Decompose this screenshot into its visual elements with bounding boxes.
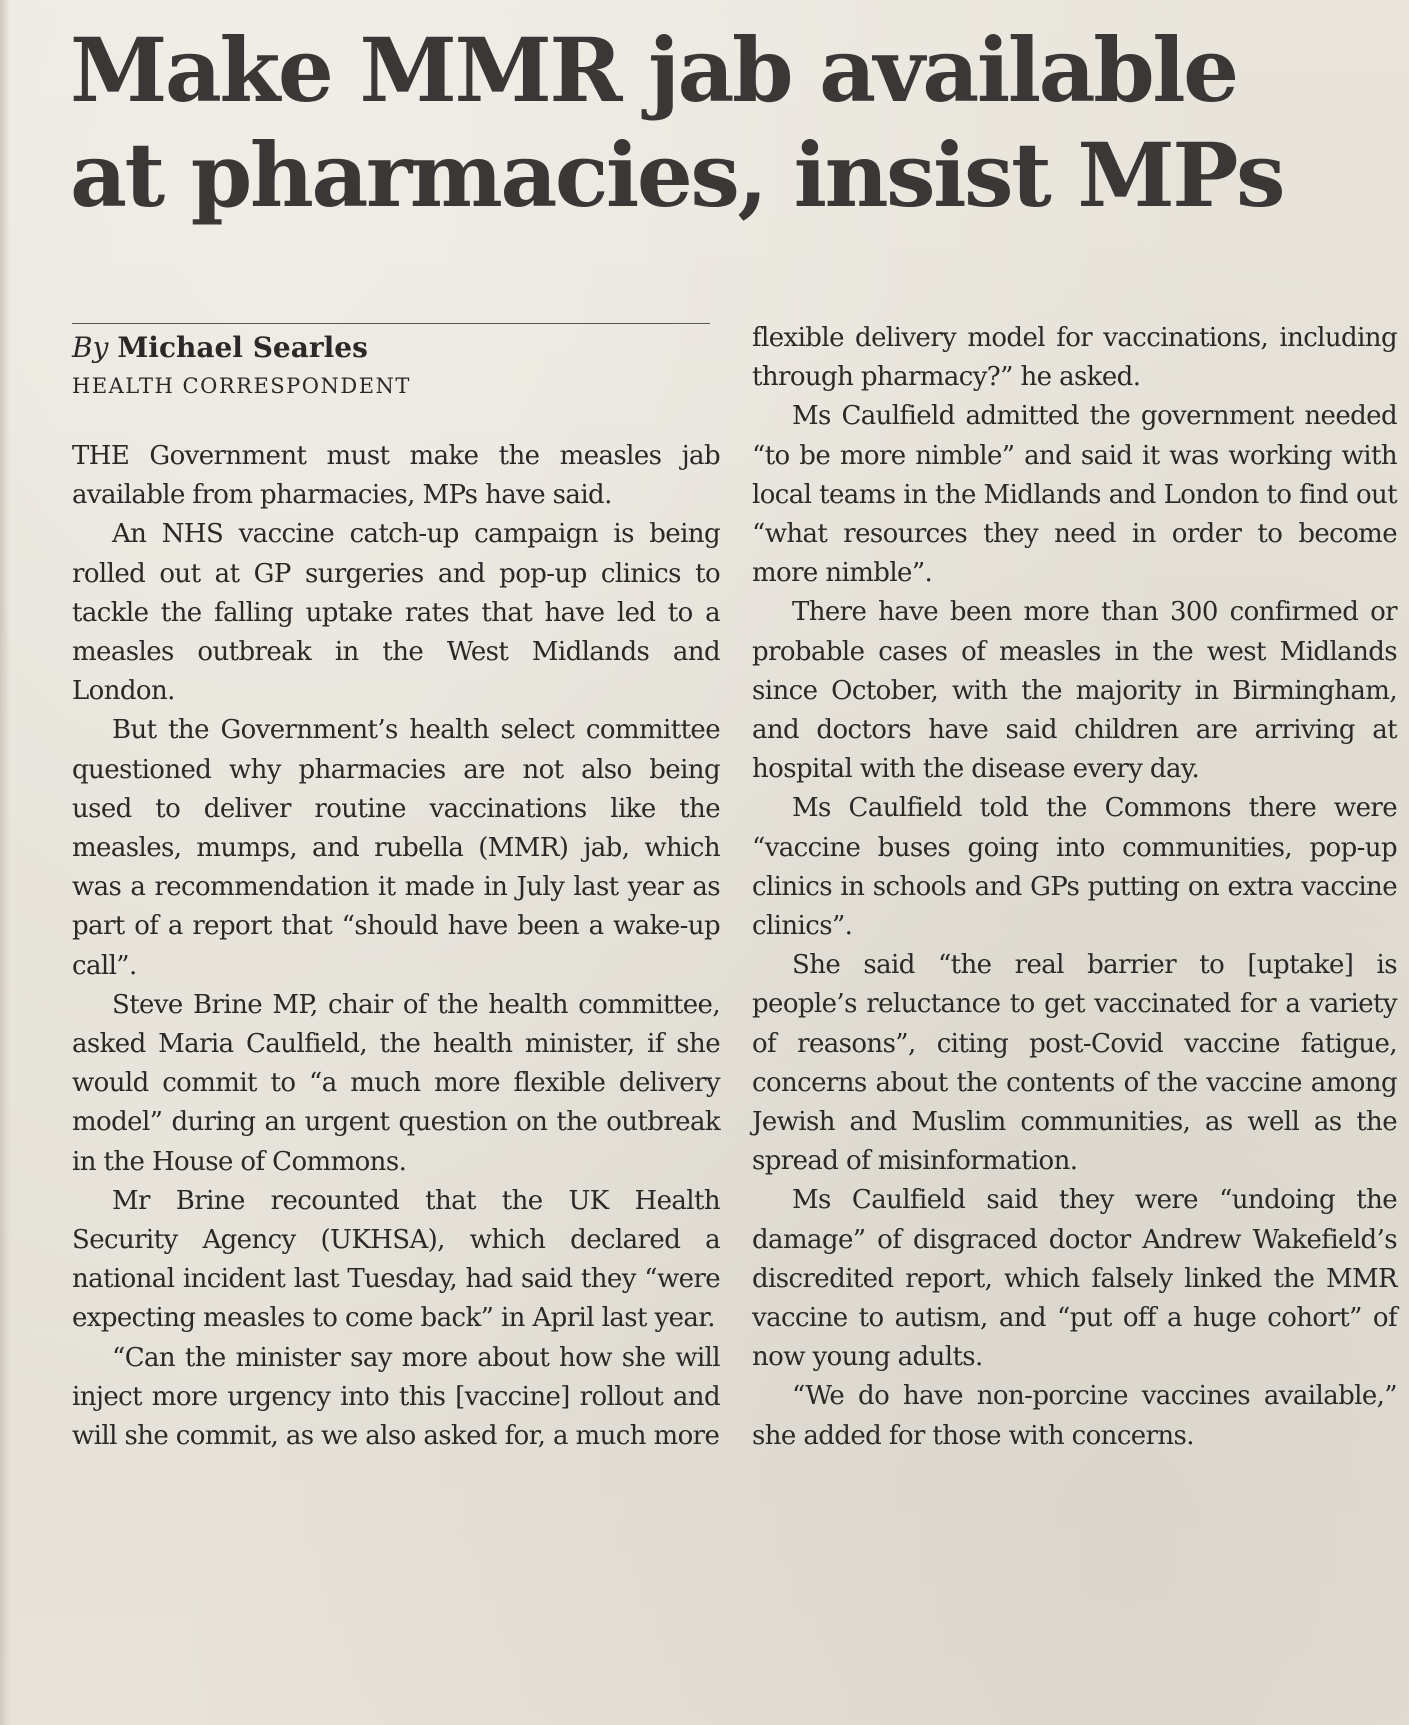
paragraph: She said “the real barrier to [uptake] is people’s reluctance to get vaccinated for a variety of reasons”, citing post-Covid vaccine fatigue, concerns about the contents of the vaccine among Jewish and Muslim communities, as well as the spread of misinformation.	[752, 950, 1397, 1177]
paragraph: An NHS vaccine catch-up campaign is being rolled out at GP surgeries and pop-up clinics to tackle the falling uptake rates that have led to a measles outbreak in the West Midlands and London.	[72, 519, 720, 707]
headline-line-2: at pharmacies, insist MPs	[70, 123, 1283, 227]
left-column	[72, 437, 720, 1456]
author-role: HEALTH CORRESPONDENT	[72, 374, 411, 398]
paragraph: Mr Brine recounted that the UK Health Security Agency (UKHSA), which declared a national incident last Tuesday, had said they “were expecting measles to come back” in April last year.	[72, 1185, 720, 1334]
paper-edge	[0, 0, 10, 1725]
paragraph: Steve Brine MP, chair of the health committee, asked Maria Caulfield, the health minister, if she would commit to “a much more flexible delivery model” during an urgent question on the outbreak in the House of Commons.	[72, 989, 720, 1177]
paragraph: Ms Caulfield told the Commons there were “vaccine buses going into communities, pop-up clinics in schools and GPs putting on extra vaccine clinics”.	[752, 793, 1397, 942]
paragraph: THE Government must make the measles jab available from pharmacies, MPs have said.	[72, 441, 720, 511]
headline-line-1: Make MMR jab available	[70, 18, 1237, 122]
paragraph: But the Government’s health select committee questioned why pharmacies are not also being used to deliver routine vaccinations like the measles, mumps, and rubella (MMR) jab, which was a recommendation it made in July last year as part of a report that “should have been a wake-up call”.	[72, 715, 720, 981]
headline	[70, 18, 1370, 228]
paragraph: flexible delivery model for vaccinations, including through pharmacy?” he asked.	[752, 323, 1397, 393]
paragraph: There have been more than 300 confirmed or probable cases of measles in the west Midlands since October, with the majority in Birmingham, and doctors have said children are arriving at hospital with the disease every day.	[752, 597, 1397, 785]
paragraph: Ms Caulfield said they were “undoing the damage” of disgraced doctor Andrew Wakefield’s discredited report, which falsely linked the MMR vaccine to autism, and “put off a huge cohort” of now young adults.	[752, 1185, 1397, 1373]
byline	[72, 330, 368, 366]
right-column	[752, 319, 1397, 1456]
paragraph: Ms Caulfield admitted the government needed “to be more nimble” and said it was working with local teams in the Midlands and London to find out “what resources they need in order to become more nimble”.	[752, 401, 1397, 589]
paragraph: “Can the minister say more about how she will inject more urgency into this [vaccine] rollout and will she commit, as we also asked for, a much more	[72, 1342, 720, 1452]
byline-divider	[72, 323, 710, 324]
author-name: Michael Searles	[117, 331, 368, 364]
paragraph: “We do have non-porcine vaccines available,” she added for those with concerns.	[752, 1381, 1397, 1451]
byline-prefix: By	[72, 331, 109, 364]
